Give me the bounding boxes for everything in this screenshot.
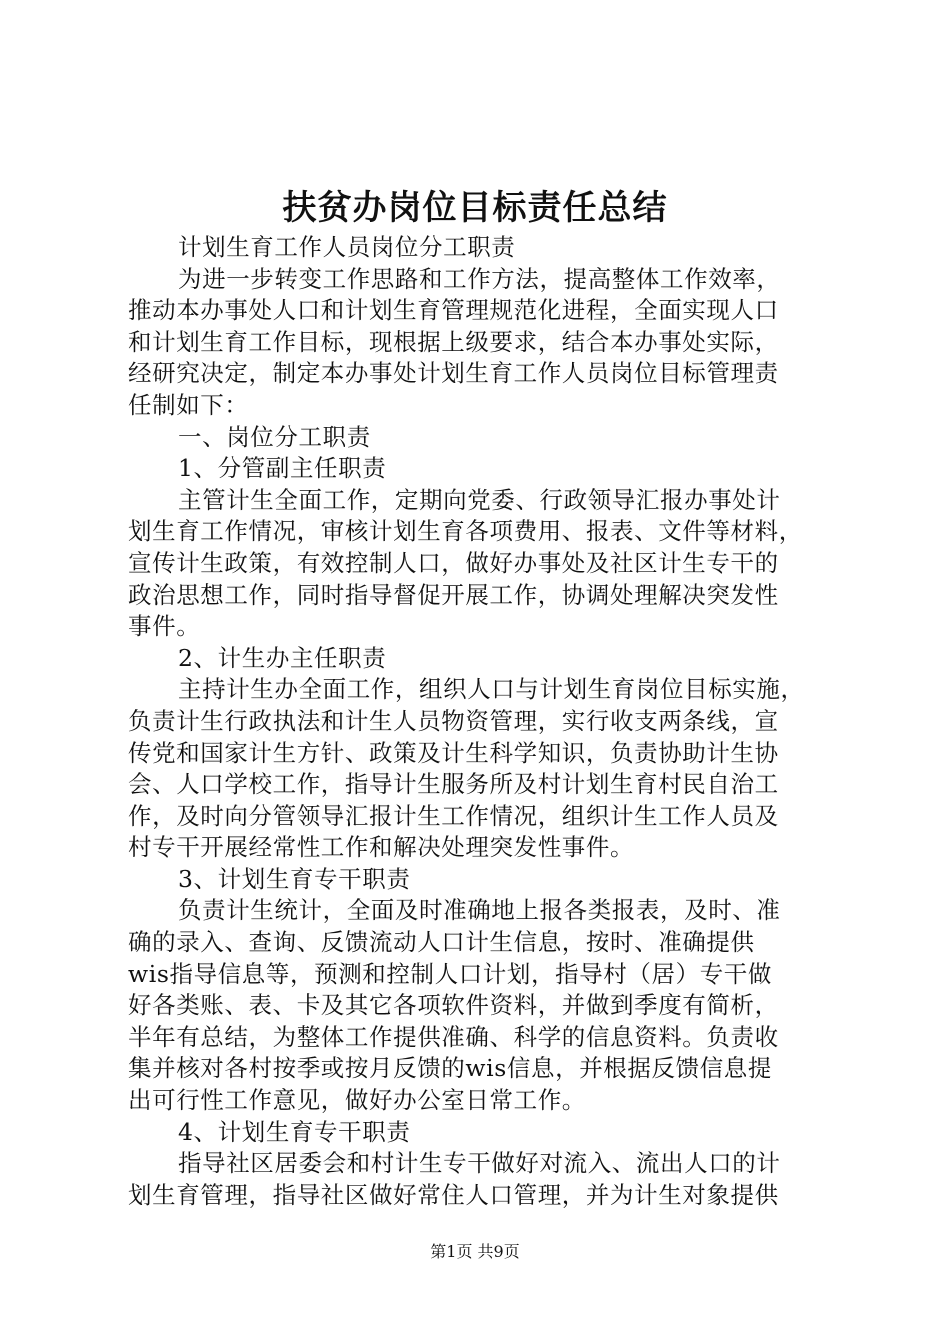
text-line: 作，及时向分管领导汇报计生工作情况，组织计生工作人员及 xyxy=(128,801,779,830)
text-line: 3、计划生育专干职责 xyxy=(178,864,411,893)
text-line: 和计划生育工作目标，现根据上级要求，结合本办事处实际， xyxy=(128,327,779,356)
text-line: 主管计生全面工作，定期向党委、行政领导汇报办事处计 xyxy=(178,485,781,514)
text-line: 政治思想工作，同时指导督促开展工作，协调处理解决突发性 xyxy=(128,580,779,609)
text-line: 经研究决定，制定本办事处计划生育工作人员岗位目标管理责 xyxy=(128,359,779,388)
text-line: 会、人口学校工作，指导计生服务所及村计划生育村民自治工 xyxy=(128,770,779,799)
text-line: 指导社区居委会和村计生专干做好对流入、流出人口的计 xyxy=(178,1149,781,1178)
text-line: 主持计生办全面工作，组织人口与计划生育岗位目标实施， xyxy=(178,675,805,704)
text-line: 划生育管理，指导社区做好常住人口管理，并为计生对象提供 xyxy=(128,1180,779,1209)
document-body xyxy=(128,232,828,1211)
text-line: 负责计生行政执法和计生人员物资管理，实行收支两条线，宣 xyxy=(128,706,779,735)
text-line: 计划生育工作人员岗位分工职责 xyxy=(178,233,516,261)
text-line: 集并核对各村按季或按月反馈的wis信息，并根据反馈信息提 xyxy=(128,1054,772,1083)
text-line: 4、计划生育专干职责 xyxy=(178,1117,411,1146)
text-line: 确的录入、查询、反馈流动人口计生信息，按时、准确提供 xyxy=(128,928,755,957)
text-line: 村专干开展经常性工作和解决处理突发性事件。 xyxy=(128,833,635,862)
text-line: 负责计生统计，全面及时准确地上报各类报表，及时、准 xyxy=(178,896,781,925)
text-line: 传党和国家计生方针、政策及计生科学知识，负责协助计生协 xyxy=(128,738,779,767)
text-line: 半年有总结，为整体工作提供准确、科学的信息资料。负责收 xyxy=(128,1022,779,1051)
text-line: 一、岗位分工职责 xyxy=(178,422,371,451)
text-line: 推动本办事处人口和计划生育管理规范化进程，全面实现人口 xyxy=(128,296,779,325)
text-line: 划生育工作情况，审核计划生育各项费用、报表、文件等材料， xyxy=(128,517,803,546)
text-line: 任制如下： xyxy=(128,390,249,419)
page-footer: 第1页 共9页 xyxy=(430,1242,520,1261)
text-line: 2、计生办主任职责 xyxy=(178,643,387,672)
document-title: 扶贫办岗位目标责任总结 xyxy=(282,188,668,228)
text-line: 好各类账、表、卡及其它各项软件资料，并做到季度有简析， xyxy=(128,991,779,1020)
text-line: 出可行性工作意见，做好办公室日常工作。 xyxy=(128,1086,586,1115)
text-line: 宣传计生政策，有效控制人口，做好办事处及社区计生专干的 xyxy=(128,548,779,577)
text-line: 1、分管副主任职责 xyxy=(178,454,387,483)
text-line: 为进一步转变工作思路和工作方法，提高整体工作效率， xyxy=(178,264,781,293)
text-line: 事件。 xyxy=(128,612,201,641)
text-line: wis指导信息等，预测和控制人口计划，指导村（居）专干做 xyxy=(128,959,772,988)
